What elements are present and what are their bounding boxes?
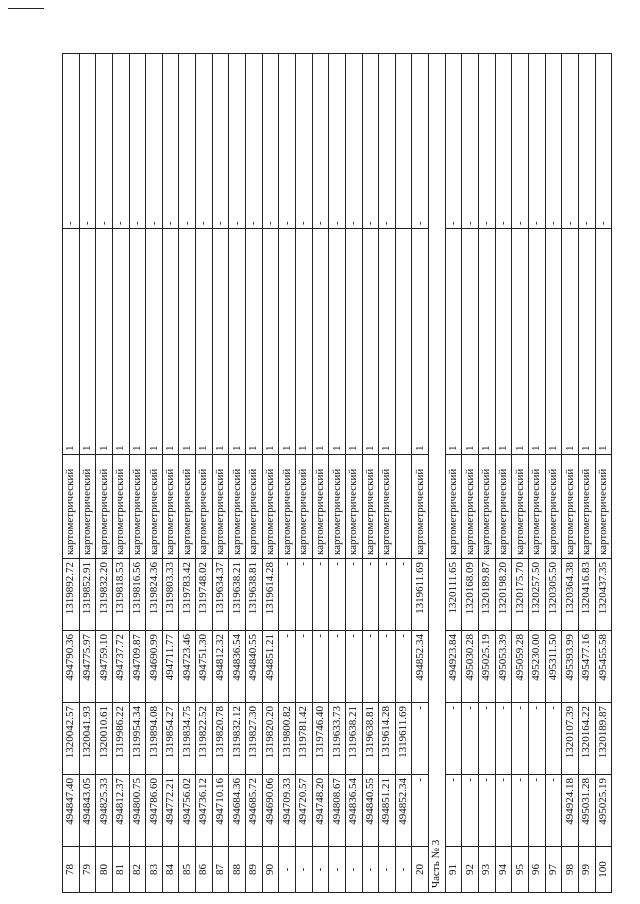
accuracy-value: 1 [496,228,512,454]
table-row [479,54,496,892]
point-number: 100 [596,846,612,892]
extra-value: - [447,221,460,225]
method-value: картометрический [579,454,595,558]
accuracy-value: 1 [346,228,362,454]
new-x-value: 494775.97 [80,630,96,702]
extra-value: - [546,221,559,225]
method-value: картометрический [263,454,279,558]
point-number: 84 [163,846,179,892]
extra-value: - [197,221,210,225]
table-row [246,54,263,892]
old-x-value: 494772.21 [163,774,179,846]
extra-value: - [313,221,326,225]
new-x-value: - [379,630,395,702]
point-number: 79 [80,846,96,892]
point-number: 85 [179,846,195,892]
new-y-value: 1319638.81 [246,558,262,630]
table-row [379,54,396,892]
method-value: картометрический [246,454,262,558]
table-row [63,54,80,892]
point-number: 83 [146,846,162,892]
new-y-value: - [379,558,395,630]
old-x-value: 494851.21 [379,774,395,846]
method-value: картометрический [179,454,195,558]
method-value: картометрический [313,454,329,558]
extra-value: - [596,221,609,225]
old-y-value: 1319986.22 [113,702,129,774]
extra-value: - [130,221,143,225]
point-number: 89 [246,846,262,892]
new-y-value: - [329,558,345,630]
table-row [462,54,479,892]
point-number: - [279,846,295,892]
accuracy-value: 1 [229,228,245,454]
point-number: - [313,846,329,892]
point-number: 80 [96,846,112,892]
old-y-value: 1320107.39 [562,702,578,774]
new-x-value: - [313,630,329,702]
new-x-value: 495230.00 [529,630,545,702]
point-number: - [363,846,379,892]
accuracy-value: 1 [113,228,129,454]
method-value: картометрический [496,454,512,558]
new-y-value: 1320175.70 [512,558,528,630]
method-value [396,454,412,558]
old-y-value: 1319611.69 [396,702,412,774]
old-x-value: - [529,774,545,846]
accuracy-value: 1 [512,228,528,454]
method-value: картометрический [146,454,162,558]
new-y-value: 1320168.09 [462,558,478,630]
extra-value: - [463,221,476,225]
new-y-value: - [313,558,329,630]
old-x-value: 494736.12 [196,774,212,846]
new-x-value: 495030.28 [462,630,478,702]
new-x-value: 494852.34 [412,630,428,702]
new-y-value: 1319892.72 [63,558,79,630]
old-x-value: 494825.33 [96,774,112,846]
accuracy-value: 1 [279,228,295,454]
old-x-value: 494684.36 [229,774,245,846]
accuracy-value: 1 [130,228,146,454]
accuracy-value: 1 [63,228,79,454]
point-number: 81 [113,846,129,892]
new-y-value: 1319638.21 [229,558,245,630]
method-value: картометрический [229,454,245,558]
method-value: картометрический [562,454,578,558]
old-y-value: 1320041.93 [80,702,96,774]
old-x-value: 494710.16 [213,774,229,846]
old-y-value: 1319820.78 [213,702,229,774]
new-x-value: 494923.84 [446,630,462,702]
method-value: картометрический [529,454,545,558]
method-value: картометрический [113,454,129,558]
new-x-value: 495025.19 [479,630,495,702]
accuracy-value: 1 [479,228,495,454]
section-row [429,54,446,892]
extra-value: - [380,221,393,225]
point-number: 88 [229,846,245,892]
old-x-value: 494812.37 [113,774,129,846]
table-row [196,54,213,892]
method-value: картометрический [196,454,212,558]
method-value: картометрический [546,454,562,558]
extra-value: - [264,221,276,225]
point-number: 98 [562,846,578,892]
old-x-value: - [479,774,495,846]
old-x-value: - [412,774,428,846]
point-number: - [329,846,345,892]
point-number: 20 [412,846,428,892]
old-y-value: 1319633.73 [329,702,345,774]
new-x-value: - [296,630,312,702]
new-x-value: 495477.16 [579,630,595,702]
extra-value: - [147,221,160,225]
table-row [396,54,413,892]
point-number: 94 [496,846,512,892]
accuracy-value: 1 [313,228,329,454]
new-x-value: 494723.46 [179,630,195,702]
table-row [496,54,513,892]
rotated-table-sheet [62,53,612,893]
old-x-value: 494756.02 [179,774,195,846]
table-row [579,54,596,892]
point-number: 91 [446,846,462,892]
old-x-value: 494786.60 [146,774,162,846]
old-x-value: 494840.55 [363,774,379,846]
method-value: картометрический [96,454,112,558]
extra-value: - [97,221,110,225]
old-x-value: - [546,774,562,846]
new-x-value: 495393.99 [562,630,578,702]
table-row [313,54,330,892]
table-row [80,54,97,892]
point-number: 82 [130,846,146,892]
new-x-value: 494737.72 [113,630,129,702]
accuracy-value: 1 [596,228,612,454]
old-x-value: 494690.06 [263,774,279,846]
accuracy-value: 1 [446,228,462,454]
method-value: картометрический [163,454,179,558]
new-y-value: 1319818.53 [113,558,129,630]
extra-value: - [496,221,509,225]
table-row [146,54,163,892]
accuracy-value: 1 [146,228,162,454]
new-y-value: 1320437.35 [596,558,612,630]
method-value: картометрический [446,454,462,558]
extra-value: - [114,221,127,225]
extra-value: - [80,221,93,225]
new-y-value: 1320111.65 [446,558,462,630]
old-x-value: 494852.34 [396,774,412,846]
new-y-value: - [363,558,379,630]
old-y-value: - [529,702,545,774]
new-x-value: 495059.28 [512,630,528,702]
method-value: картометрический [596,454,612,558]
table-row [263,54,280,892]
method-value: картометрический [329,454,345,558]
extra-value: - [297,221,310,225]
point-number: 99 [579,846,595,892]
extra-value [396,54,412,228]
new-x-value: - [346,630,362,702]
new-x-value: 495455.58 [596,630,612,702]
extra-value: - [363,221,376,225]
new-x-value: 494751.30 [196,630,212,702]
new-y-value: 1319614.28 [263,558,279,630]
extra-value: - [280,221,293,225]
old-x-value: - [496,774,512,846]
new-x-value: 494812.32 [213,630,229,702]
table-row [412,54,429,892]
accuracy-value: 1 [412,228,428,454]
old-x-value: 494843.05 [80,774,96,846]
old-x-value: 494800.75 [130,774,146,846]
old-x-value: - [462,774,478,846]
table-row [346,54,363,892]
old-y-value: - [512,702,528,774]
table-row [279,54,296,892]
old-y-value: 1319638.81 [363,702,379,774]
old-x-value: 494748.20 [313,774,329,846]
top-rule [8,8,44,9]
method-value: картометрический [130,454,146,558]
point-number: - [396,846,412,892]
method-value: картометрический [462,454,478,558]
table-row [296,54,313,892]
old-y-value: 1319832.12 [229,702,245,774]
old-y-value: 1319746.40 [313,702,329,774]
old-y-value: 1319954.34 [130,702,146,774]
accuracy-value: 1 [579,228,595,454]
accuracy-value: 1 [529,228,545,454]
accuracy-value: 1 [462,228,478,454]
new-y-value: - [296,558,312,630]
point-number: 95 [512,846,528,892]
method-value: картометрический [512,454,528,558]
new-x-value: 494759.10 [96,630,112,702]
table-row [529,54,546,892]
old-x-value: 494847.40 [63,774,79,846]
new-y-value: 1319824.36 [146,558,162,630]
old-y-value: 1320010.61 [96,702,112,774]
old-y-value: - [479,702,495,774]
old-y-value: 1320164.22 [579,702,595,774]
point-number: 96 [529,846,545,892]
extra-value: - [480,221,493,225]
accuracy-value: 1 [329,228,345,454]
old-y-value: - [462,702,478,774]
method-value: картометрический [379,454,395,558]
new-x-value: - [329,630,345,702]
new-y-value: 1320305.50 [546,558,562,630]
old-y-value: 1319822.52 [196,702,212,774]
extra-value: - [64,221,77,225]
new-y-value: 1320257.50 [529,558,545,630]
table-row [163,54,180,892]
old-x-value: 494685.72 [246,774,262,846]
old-y-value: 1319834.75 [179,702,195,774]
old-y-value: - [446,702,462,774]
table-row [113,54,130,892]
new-y-value: - [279,558,295,630]
accuracy-value: 1 [179,228,195,454]
table-row [446,54,463,892]
method-value: картометрический [412,454,428,558]
old-y-value: 1319800.82 [279,702,295,774]
point-number: - [379,846,395,892]
point-number: 97 [546,846,562,892]
point-number: 87 [213,846,229,892]
new-y-value: 1319611.69 [412,558,428,630]
table-row [363,54,380,892]
old-x-value: 494808.67 [329,774,345,846]
old-y-value: - [412,702,428,774]
new-x-value: 494711.77 [163,630,179,702]
method-value: картометрический [63,454,79,558]
old-y-value: 1320042.57 [63,702,79,774]
extra-value: - [347,221,360,225]
method-value: картометрический [279,454,295,558]
new-x-value: 495053.39 [496,630,512,702]
old-y-value: 1319854.27 [163,702,179,774]
old-y-value: 1319827.30 [246,702,262,774]
extra-value: - [330,221,343,225]
new-x-value: 494690.99 [146,630,162,702]
new-x-value: 494790.36 [63,630,79,702]
point-number: 92 [462,846,478,892]
point-number: 78 [63,846,79,892]
accuracy-value: 1 [196,228,212,454]
extra-value: - [530,221,543,225]
old-x-value: 494709.33 [279,774,295,846]
table-row [96,54,113,892]
table-row [596,54,612,892]
old-y-value: 1319614.28 [379,702,395,774]
old-y-value: 1319894.08 [146,702,162,774]
new-y-value: 1319783.42 [179,558,195,630]
old-y-value: - [496,702,512,774]
new-y-value: 1320416.83 [579,558,595,630]
accuracy-value: 1 [263,228,279,454]
table-row [562,54,579,892]
extra-value: - [164,221,177,225]
extra-value: - [247,221,260,225]
method-value: картометрический [346,454,362,558]
extra-value: - [180,221,193,225]
new-x-value: 495311.50 [546,630,562,702]
accuracy-value: 1 [246,228,262,454]
new-y-value: 1319748.02 [196,558,212,630]
new-x-value: - [363,630,379,702]
old-y-value: 1319638.21 [346,702,362,774]
new-x-value: 494851.21 [263,630,279,702]
extra-value: - [580,221,593,225]
new-y-value: - [396,558,412,630]
old-x-value: 494836.54 [346,774,362,846]
new-y-value: 1319816.56 [130,558,146,630]
new-x-value: 494840.55 [246,630,262,702]
point-number: 93 [479,846,495,892]
method-value: картометрический [479,454,495,558]
old-x-value: 494924.18 [562,774,578,846]
old-x-value: 494720.57 [296,774,312,846]
old-y-value: 1320189.87 [596,702,612,774]
point-number: 90 [263,846,279,892]
accuracy-value: 1 [163,228,179,454]
table-row [179,54,196,892]
old-x-value: 495025.19 [596,774,612,846]
new-y-value: 1319852.91 [80,558,96,630]
extra-value: - [513,221,526,225]
point-number: - [296,846,312,892]
new-y-value: 1320364.38 [562,558,578,630]
extra-value: - [563,221,576,225]
new-x-value: - [396,630,412,702]
new-y-value: 1320198.20 [496,558,512,630]
table-row [229,54,246,892]
table-row [329,54,346,892]
accuracy-value: 1 [363,228,379,454]
old-x-value: 495031.28 [579,774,595,846]
new-x-value: 494709.87 [130,630,146,702]
method-value: картометрический [296,454,312,558]
point-number: - [346,846,362,892]
table-row [130,54,147,892]
extra-value: - [230,221,243,225]
new-y-value: 1319803.33 [163,558,179,630]
old-x-value: - [512,774,528,846]
new-y-value: 1319634.37 [213,558,229,630]
old-y-value: 1319820.20 [263,702,279,774]
accuracy-value: 1 [296,228,312,454]
accuracy-value [396,228,412,454]
method-value: картометрический [363,454,379,558]
accuracy-value: 1 [379,228,395,454]
method-value: картометрический [80,454,96,558]
coordinates-table [62,53,612,893]
new-x-value: - [279,630,295,702]
old-y-value: 1319781.42 [296,702,312,774]
new-y-value: 1320189.87 [479,558,495,630]
table-row [512,54,529,892]
accuracy-value: 1 [80,228,96,454]
section-label: Часть № 3 [430,839,443,888]
table-row [213,54,230,892]
new-x-value: 494836.54 [229,630,245,702]
table-row [546,54,563,892]
extra-value: - [214,221,227,225]
accuracy-value: 1 [96,228,112,454]
method-value: картометрический [213,454,229,558]
point-number: 86 [196,846,212,892]
old-y-value: - [546,702,562,774]
new-y-value: 1319832.20 [96,558,112,630]
extra-value: - [413,221,426,225]
accuracy-value: 1 [562,228,578,454]
accuracy-value: 1 [213,228,229,454]
accuracy-value: 1 [546,228,562,454]
new-y-value: - [346,558,362,630]
old-x-value: - [446,774,462,846]
